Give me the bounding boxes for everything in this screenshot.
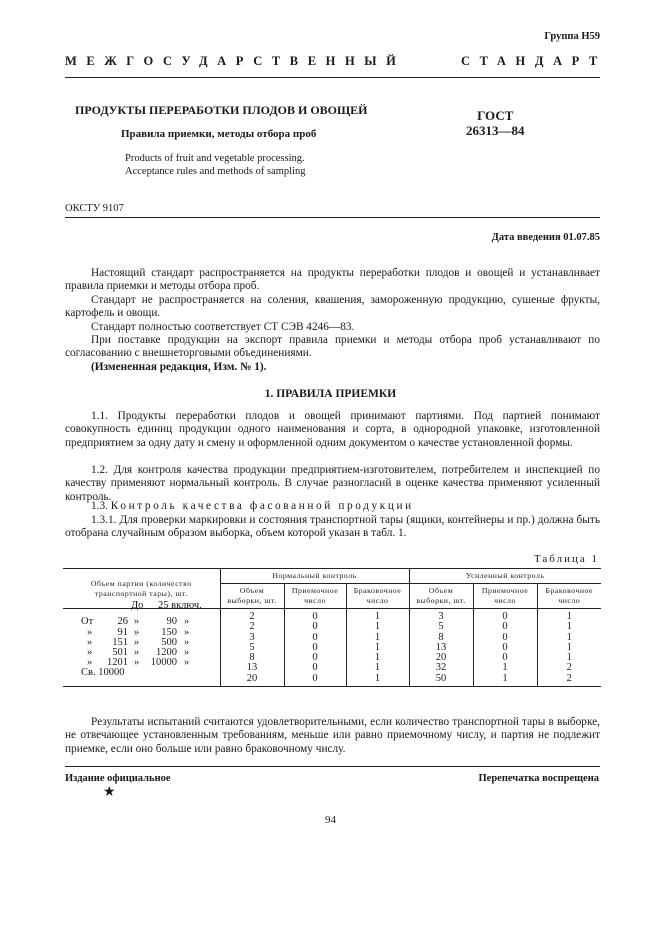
strict-accept: 0 xyxy=(473,633,537,643)
strict-reject: 1 xyxy=(537,609,601,623)
normal-accept: 0 xyxy=(284,674,346,687)
table-row xyxy=(63,622,601,632)
party-range: » 1201 » 10000 » xyxy=(87,657,190,669)
normal-sample: 2 xyxy=(220,609,284,623)
table-row xyxy=(63,633,601,643)
table-row xyxy=(63,663,601,673)
standard-banner xyxy=(65,54,607,69)
normal-reject: 1 xyxy=(346,674,409,687)
normal-reject: 1 xyxy=(346,653,409,663)
header-normal-sample: Объем выборки, шт. xyxy=(220,584,284,609)
party-range: » 501 » 1200 » xyxy=(87,647,190,659)
strict-sample: 5 xyxy=(409,622,473,632)
strict-accept: 1 xyxy=(473,674,537,687)
document-title: ПРОДУКТЫ ПЕРЕРАБОТКИ ПЛОДОВ И ОВОЩЕЙ xyxy=(75,103,368,117)
normal-sample: 3 xyxy=(220,633,284,643)
header-normal-control: Нормальный контроль xyxy=(220,569,409,584)
table-row xyxy=(63,674,601,687)
english-title-line2: Acceptance rules and methods of sampling xyxy=(125,166,306,177)
normal-reject: 1 xyxy=(346,643,409,653)
clause-1-3-1: 1.3.1. Для проверки маркировки и состояния транспортной тары (ящики, контейнеры и пр.) должна быть отобрана случайным образом выборка, объем которой указан в табл. 1. xyxy=(65,514,600,540)
strict-sample: 32 xyxy=(409,663,473,673)
okstu-code: ОКСТУ 9107 xyxy=(65,203,124,214)
normal-reject: 1 xyxy=(346,663,409,673)
gost-number: 26313—84 xyxy=(466,123,525,138)
normal-reject: 1 xyxy=(346,609,409,623)
gost-designation xyxy=(466,108,525,138)
reprint-prohibited-note: Перепечатка воспрещена xyxy=(478,773,599,784)
normal-accept: 0 xyxy=(284,653,346,663)
header-party-size: Объем партии (количество транспортной тары), шт. xyxy=(63,569,220,609)
clause-1-2: 1.2. Для контроля качества продукции предприятием-изготовителем, потребителем и инспекцией по качеству применяют нормальный контроль. В случае разногласий в оценке качества применяют усиленный контроль. xyxy=(65,464,600,503)
banner-left: МЕЖГОСУДАРСТВЕННЫЙ xyxy=(65,54,406,68)
page-number: 94 xyxy=(325,814,336,826)
group-code: Группа Н59 xyxy=(544,31,600,42)
strict-sample: 13 xyxy=(409,643,473,653)
header-strict-reject: Браковочное число xyxy=(537,584,601,609)
normal-sample: 20 xyxy=(220,674,284,687)
strict-accept: 0 xyxy=(473,609,537,623)
intro-paragraph-2: Стандарт не распространяется на соления, квашения, замороженную продукцию, сушеные фрукты, картофель и овощи. xyxy=(65,294,600,320)
document-subtitle: Правила приемки, методы отбора проб xyxy=(121,128,317,140)
star-icon: ★ xyxy=(103,785,116,800)
strict-accept: 0 xyxy=(473,643,537,653)
intro-paragraph-1: Настоящий стандарт распространяется на продукты переработки плодов и овощей и устанавливает правила приемки и методы отбора проб. xyxy=(65,267,600,293)
clause-1-1: 1.1. Продукты переработки плодов и овощей принимают партиями. Под партией понимают совокупность единиц продукции одного наименования и сорта, в однородной упаковке, изготовленной предприятием за одну дату и смену и оформленной одним документом о качестве установленной формы. xyxy=(65,410,600,449)
header-strict-control: Усиленный контроль xyxy=(409,569,601,584)
normal-reject: 1 xyxy=(346,633,409,643)
header-normal-reject: Браковочное число xyxy=(346,584,409,609)
normal-reject: 1 xyxy=(346,622,409,632)
normal-accept: 0 xyxy=(284,643,346,653)
strict-accept: 0 xyxy=(473,653,537,663)
party-range: От 26 » 90 » xyxy=(81,616,190,628)
party-range: До 25 включ. xyxy=(131,600,202,611)
sampling-table xyxy=(63,568,601,687)
clause-1-3-number: 1.3. xyxy=(91,500,108,512)
party-range: Св. 10000 xyxy=(63,674,220,687)
normal-accept: 0 xyxy=(284,609,346,623)
normal-sample: 13 xyxy=(220,663,284,673)
table-caption: Таблица 1 xyxy=(533,553,599,565)
strict-sample: 20 xyxy=(409,653,473,663)
strict-reject: 1 xyxy=(537,643,601,653)
header-strict-sample: Объем выборки, шт. xyxy=(409,584,473,609)
section-heading: 1. ПРАВИЛА ПРИЕМКИ xyxy=(264,388,397,400)
strict-sample: 8 xyxy=(409,633,473,643)
english-title xyxy=(125,152,305,178)
strict-sample: 50 xyxy=(409,674,473,687)
official-edition-note: Издание официальное xyxy=(65,773,171,784)
party-range: » 151 » 500 » xyxy=(87,636,190,648)
amendment-note: (Измененная редакция, Изм. № 1). xyxy=(91,361,267,373)
strict-reject: 1 xyxy=(537,653,601,663)
date-value: 01.07.85 xyxy=(563,232,600,243)
clause-1-3 xyxy=(65,500,600,513)
normal-accept: 0 xyxy=(284,622,346,632)
strict-accept: 0 xyxy=(473,622,537,632)
banner-right: СТАНДАРТ xyxy=(460,54,607,68)
english-title-line1: Products of fruit and vegetable processing. xyxy=(125,153,305,164)
gost-label: ГОСТ xyxy=(477,108,514,123)
introduction-date xyxy=(492,232,600,243)
party-range: » 91 » 150 » xyxy=(87,626,190,638)
header-strict-accept: Приемочное число xyxy=(473,584,537,609)
normal-sample: 8 xyxy=(220,653,284,663)
footer-rule xyxy=(65,766,600,767)
okstu-rule xyxy=(65,217,600,218)
strict-sample: 3 xyxy=(409,609,473,623)
strict-reject: 2 xyxy=(537,663,601,673)
normal-accept: 0 xyxy=(284,663,346,673)
strict-reject: 2 xyxy=(537,674,601,687)
intro-paragraph-3: Стандарт полностью соответствует СТ СЭВ 4246—83. xyxy=(91,321,355,333)
header-normal-accept: Приемочное число xyxy=(284,584,346,609)
strict-accept: 1 xyxy=(473,663,537,673)
normal-accept: 0 xyxy=(284,633,346,643)
normal-sample: 5 xyxy=(220,643,284,653)
table-row xyxy=(63,609,601,623)
strict-reject: 1 xyxy=(537,622,601,632)
normal-sample: 2 xyxy=(220,622,284,632)
results-paragraph: Результаты испытаний считаются удовлетворительными, если количество транспортной тары в выборке, не отвечающее установленным требованиям, меньше или равно приемочному числу, и партия не подлежит приемке, если оно больше или равно браковочному числу. xyxy=(65,716,600,755)
table-row xyxy=(63,643,601,653)
clause-1-3-title: Контроль качества фасованной продукции xyxy=(110,500,414,512)
intro-paragraph-4: При поставке продукции на экспорт правила приемки и методы отбора проб устанавливают по согласованию с внешнеторговыми объединениями. xyxy=(65,334,600,360)
date-label: Дата введения xyxy=(491,232,561,243)
header-rule xyxy=(65,77,600,78)
strict-reject: 1 xyxy=(537,633,601,643)
